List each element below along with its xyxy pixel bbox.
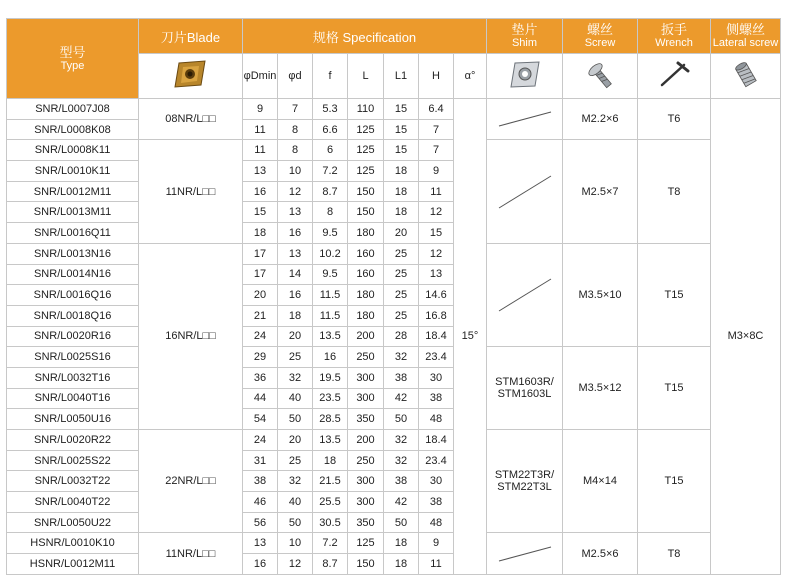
l-cell: 300 <box>348 388 384 409</box>
lateral-screw-icon <box>726 57 766 93</box>
d-cell: 32 <box>278 471 313 492</box>
f-cell: 11.5 <box>313 305 348 326</box>
dmin-cell: 56 <box>243 512 278 533</box>
dmin-cell: 13 <box>243 161 278 182</box>
dmin-cell: 46 <box>243 492 278 513</box>
f-cell: 7.2 <box>313 161 348 182</box>
dmin-cell: 38 <box>243 471 278 492</box>
wrench-image <box>638 54 711 99</box>
f-cell: 6 <box>313 140 348 161</box>
l-cell: 160 <box>348 264 384 285</box>
header-screw-en: Screw <box>584 37 616 49</box>
l1-cell: 25 <box>384 264 419 285</box>
dmin-cell: 18 <box>243 223 278 244</box>
type-cell: SNR/L0020R22 <box>7 430 139 451</box>
l1-cell: 38 <box>384 367 419 388</box>
type-cell: SNR/L0020R16 <box>7 326 139 347</box>
shim-code-a: STM1603R/ <box>495 376 554 389</box>
wrench-cell: T15 <box>638 430 711 533</box>
alpha-cell: 15° <box>454 99 487 575</box>
h-cell: 16.8 <box>419 305 454 326</box>
subheader-l1: L1 <box>384 54 419 99</box>
table-row <box>7 140 781 161</box>
f-cell: 8 <box>313 202 348 223</box>
type-cell: SNR/L0008K08 <box>7 119 139 140</box>
shim-image <box>487 54 563 99</box>
wrench-cell: T8 <box>638 533 711 574</box>
l1-cell: 18 <box>384 161 419 182</box>
f-cell: 8.7 <box>313 181 348 202</box>
l-cell: 150 <box>348 554 384 575</box>
h-cell: 9 <box>419 161 454 182</box>
f-cell: 13.5 <box>313 430 348 451</box>
l1-cell: 25 <box>384 305 419 326</box>
l-cell: 150 <box>348 181 384 202</box>
table-row <box>7 243 781 264</box>
l1-cell: 15 <box>384 99 419 120</box>
header-screw <box>563 19 638 54</box>
d-cell: 18 <box>278 305 313 326</box>
d-cell: 16 <box>278 285 313 306</box>
l1-cell: 20 <box>384 223 419 244</box>
type-cell: SNR/L0013M11 <box>7 202 139 223</box>
f-cell: 7.2 <box>313 533 348 554</box>
h-cell: 23.4 <box>419 450 454 471</box>
l1-cell: 18 <box>384 554 419 575</box>
l-cell: 180 <box>348 305 384 326</box>
type-cell: SNR/L0025S22 <box>7 450 139 471</box>
type-cell: SNR/L0025S16 <box>7 347 139 368</box>
type-cell: SNR/L0007J08 <box>7 99 139 120</box>
type-cell: SNR/L0040T22 <box>7 492 139 513</box>
dmin-cell: 24 <box>243 326 278 347</box>
blade-cell: 22NR/L□□ <box>139 430 243 533</box>
type-cell: HSNR/L0012M11 <box>7 554 139 575</box>
d-cell: 16 <box>278 223 313 244</box>
f-cell: 18 <box>313 450 348 471</box>
shim-code-b: STM22T3L <box>497 481 552 494</box>
f-cell: 11.5 <box>313 285 348 306</box>
l-cell: 160 <box>348 243 384 264</box>
table-row <box>7 347 781 368</box>
dmin-cell: 17 <box>243 243 278 264</box>
header-screw-cn: 螺丝 <box>586 22 613 37</box>
l1-cell: 15 <box>384 140 419 161</box>
lateral-screw-cell: M3×8C <box>711 99 781 575</box>
dmin-cell: 11 <box>243 119 278 140</box>
header-type-cn: 型号 <box>59 44 86 60</box>
dmin-cell: 21 <box>243 305 278 326</box>
shim-none-mark <box>495 545 555 563</box>
shim-icon <box>505 57 545 93</box>
d-cell: 8 <box>278 119 313 140</box>
wrench-cell: T15 <box>638 347 711 430</box>
l1-cell: 25 <box>384 243 419 264</box>
l-cell: 250 <box>348 347 384 368</box>
dmin-cell: 44 <box>243 388 278 409</box>
screw-image <box>563 54 638 99</box>
h-cell: 9 <box>419 533 454 554</box>
table-row <box>7 430 781 451</box>
f-cell: 5.3 <box>313 99 348 120</box>
type-cell: SNR/L0050U16 <box>7 409 139 430</box>
l1-cell: 15 <box>384 119 419 140</box>
dmin-cell: 9 <box>243 99 278 120</box>
spec-table <box>6 18 781 575</box>
h-cell: 12 <box>419 243 454 264</box>
h-cell: 30 <box>419 471 454 492</box>
dmin-cell: 13 <box>243 533 278 554</box>
l1-cell: 18 <box>384 181 419 202</box>
l1-cell: 50 <box>384 512 419 533</box>
h-cell: 48 <box>419 512 454 533</box>
header-wrench <box>638 19 711 54</box>
wrench-icon <box>654 57 694 93</box>
screw-cell: M2.5×6 <box>563 533 638 574</box>
shim-cell <box>487 140 563 243</box>
header-wrench-en: Wrench <box>655 37 693 49</box>
f-cell: 19.5 <box>313 367 348 388</box>
l1-cell: 50 <box>384 409 419 430</box>
h-cell: 13 <box>419 264 454 285</box>
header-lateral-en: Lateral screw <box>712 37 779 49</box>
l-cell: 300 <box>348 492 384 513</box>
screw-cell: M4×14 <box>563 430 638 533</box>
l1-cell: 32 <box>384 347 419 368</box>
f-cell: 10.2 <box>313 243 348 264</box>
header-spec-label: 规格 Specification <box>312 29 417 45</box>
header-wrench-cn: 扳手 <box>660 22 687 37</box>
shim-cell <box>487 347 563 430</box>
l-cell: 125 <box>348 119 384 140</box>
dmin-cell: 16 <box>243 181 278 202</box>
d-cell: 10 <box>278 533 313 554</box>
type-cell: SNR/L0012M11 <box>7 181 139 202</box>
dmin-cell: 31 <box>243 450 278 471</box>
type-cell: SNR/L0032T22 <box>7 471 139 492</box>
type-cell: SNR/L0013N16 <box>7 243 139 264</box>
l1-cell: 38 <box>384 471 419 492</box>
f-cell: 28.5 <box>313 409 348 430</box>
dmin-cell: 20 <box>243 285 278 306</box>
lateral-screw-image <box>711 54 781 99</box>
d-cell: 8 <box>278 140 313 161</box>
f-cell: 9.5 <box>313 223 348 244</box>
shim-none-mark <box>495 275 555 315</box>
header-spec <box>243 19 487 54</box>
type-cell: SNR/L0016Q16 <box>7 285 139 306</box>
subheader-alpha: α° <box>454 54 487 99</box>
d-cell: 13 <box>278 243 313 264</box>
h-cell: 7 <box>419 140 454 161</box>
f-cell: 23.5 <box>313 388 348 409</box>
l-cell: 200 <box>348 430 384 451</box>
dmin-cell: 15 <box>243 202 278 223</box>
d-cell: 25 <box>278 450 313 471</box>
blade-image <box>139 54 243 99</box>
type-cell: SNR/L0016Q11 <box>7 223 139 244</box>
l-cell: 180 <box>348 223 384 244</box>
type-cell: SNR/L0010K11 <box>7 161 139 182</box>
type-cell: SNR/L0040T16 <box>7 388 139 409</box>
h-cell: 30 <box>419 367 454 388</box>
l-cell: 200 <box>348 326 384 347</box>
l1-cell: 25 <box>384 285 419 306</box>
header-lateral-cn: 侧螺丝 <box>725 22 765 37</box>
l-cell: 125 <box>348 533 384 554</box>
blade-cell: 11NR/L□□ <box>139 140 243 243</box>
h-cell: 12 <box>419 202 454 223</box>
shim-code-b: STM1603L <box>497 388 552 401</box>
screw-cell: M2.2×6 <box>563 99 638 140</box>
screw-cell: M3.5×12 <box>563 347 638 430</box>
dmin-cell: 24 <box>243 430 278 451</box>
l-cell: 300 <box>348 367 384 388</box>
h-cell: 11 <box>419 554 454 575</box>
l1-cell: 32 <box>384 430 419 451</box>
h-cell: 14.6 <box>419 285 454 306</box>
l-cell: 125 <box>348 140 384 161</box>
f-cell: 6.6 <box>313 119 348 140</box>
d-cell: 40 <box>278 388 313 409</box>
h-cell: 48 <box>419 409 454 430</box>
l-cell: 150 <box>348 202 384 223</box>
dmin-cell: 11 <box>243 140 278 161</box>
l-cell: 300 <box>348 471 384 492</box>
shim-code-a: STM22T3R/ <box>494 469 555 482</box>
f-cell: 13.5 <box>313 326 348 347</box>
wrench-cell: T8 <box>638 140 711 243</box>
shim-cell <box>487 243 563 346</box>
d-cell: 25 <box>278 347 313 368</box>
h-cell: 7 <box>419 119 454 140</box>
d-cell: 20 <box>278 430 313 451</box>
dmin-cell: 36 <box>243 367 278 388</box>
table-row <box>7 99 781 120</box>
type-cell: SNR/L0014N16 <box>7 264 139 285</box>
h-cell: 6.4 <box>419 99 454 120</box>
l1-cell: 28 <box>384 326 419 347</box>
l-cell: 350 <box>348 409 384 430</box>
h-cell: 15 <box>419 223 454 244</box>
d-cell: 32 <box>278 367 313 388</box>
subheader-f: f <box>313 54 348 99</box>
header-type-en: Type <box>60 59 85 72</box>
type-cell: SNR/L0032T16 <box>7 367 139 388</box>
h-cell: 18.4 <box>419 326 454 347</box>
header-type <box>7 19 139 99</box>
dmin-cell: 16 <box>243 554 278 575</box>
f-cell: 21.5 <box>313 471 348 492</box>
d-cell: 20 <box>278 326 313 347</box>
shim-cell <box>487 99 563 140</box>
screw-icon <box>580 57 620 93</box>
l1-cell: 32 <box>384 450 419 471</box>
screw-cell: M2.5×7 <box>563 140 638 243</box>
d-cell: 50 <box>278 409 313 430</box>
f-cell: 8.7 <box>313 554 348 575</box>
blade-cell: 11NR/L□□ <box>139 533 243 574</box>
l1-cell: 18 <box>384 533 419 554</box>
l-cell: 110 <box>348 99 384 120</box>
blade-insert-icon <box>171 57 211 93</box>
h-cell: 38 <box>419 492 454 513</box>
l-cell: 250 <box>348 450 384 471</box>
h-cell: 18.4 <box>419 430 454 451</box>
h-cell: 38 <box>419 388 454 409</box>
h-cell: 23.4 <box>419 347 454 368</box>
l1-cell: 42 <box>384 388 419 409</box>
l-cell: 180 <box>348 285 384 306</box>
blade-cell: 08NR/L□□ <box>139 99 243 140</box>
header-blade <box>139 19 243 54</box>
table-row <box>7 533 781 554</box>
d-cell: 40 <box>278 492 313 513</box>
shim-none-mark <box>495 110 555 128</box>
f-cell: 25.5 <box>313 492 348 513</box>
l-cell: 125 <box>348 161 384 182</box>
subheader-dmin: φDmin <box>243 54 278 99</box>
shim-cell <box>487 533 563 574</box>
dmin-cell: 17 <box>243 264 278 285</box>
type-cell: SNR/L0050U22 <box>7 512 139 533</box>
d-cell: 12 <box>278 181 313 202</box>
header-blade-label: 刀片Blade <box>160 29 221 45</box>
subheader-h: H <box>419 54 454 99</box>
f-cell: 30.5 <box>313 512 348 533</box>
header-shim <box>487 19 563 54</box>
type-cell: HSNR/L0010K10 <box>7 533 139 554</box>
l1-cell: 42 <box>384 492 419 513</box>
wrench-cell: T15 <box>638 243 711 346</box>
header-lateral-screw <box>711 19 781 54</box>
dmin-cell: 29 <box>243 347 278 368</box>
f-cell: 9.5 <box>313 264 348 285</box>
blade-cell: 16NR/L□□ <box>139 243 243 429</box>
d-cell: 14 <box>278 264 313 285</box>
l1-cell: 18 <box>384 202 419 223</box>
subheader-d: φd <box>278 54 313 99</box>
header-shim-en: Shim <box>511 37 538 49</box>
f-cell: 16 <box>313 347 348 368</box>
dmin-cell: 54 <box>243 409 278 430</box>
shim-cell <box>487 430 563 533</box>
wrench-cell: T6 <box>638 99 711 140</box>
type-cell: SNR/L0008K11 <box>7 140 139 161</box>
subheader-l: L <box>348 54 384 99</box>
d-cell: 7 <box>278 99 313 120</box>
h-cell: 11 <box>419 181 454 202</box>
screw-cell: M3.5×10 <box>563 243 638 346</box>
header-shim-cn: 垫片 <box>511 22 538 37</box>
l-cell: 350 <box>348 512 384 533</box>
d-cell: 10 <box>278 161 313 182</box>
type-cell: SNR/L0018Q16 <box>7 305 139 326</box>
d-cell: 13 <box>278 202 313 223</box>
d-cell: 50 <box>278 512 313 533</box>
d-cell: 12 <box>278 554 313 575</box>
shim-none-mark <box>495 172 555 212</box>
